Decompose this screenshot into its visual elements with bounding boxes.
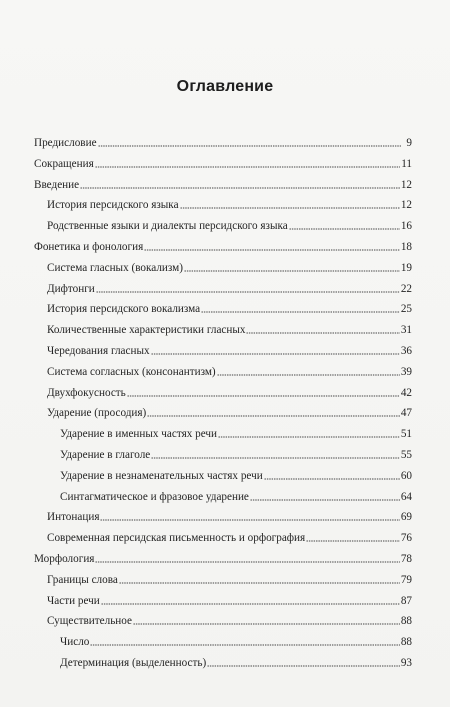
toc-page-number: 36 [400,345,412,357]
dot-leader [207,665,400,667]
toc-entry [34,239,412,253]
dot-leader [144,249,400,251]
toc-entry [47,343,412,357]
toc-page-number: 18 [400,241,412,253]
toc-entry [60,447,412,461]
toc-entry [34,156,412,170]
toc-entry-title: Существительное [47,615,132,628]
toc-entry-title: Ударение в незнаменательных частях речи [60,469,263,482]
toc-entry-title: Введение [34,178,80,191]
dot-leader [246,332,399,334]
toc-page-number: 47 [400,407,412,420]
toc-page-number: 25 [400,303,412,316]
dot-leader [218,436,400,438]
toc-entry [34,135,412,149]
toc-page-number: 42 [400,386,412,399]
toc-entry [47,593,412,607]
toc-entry [47,530,412,544]
toc-entry-title: История персидского вокализма [47,303,201,316]
toc-entry-title: Морфология [34,553,95,565]
dot-leader [127,395,400,397]
toc-page-number: 78 [400,553,412,565]
toc-entry-title: Ударение в именных частях речи [60,428,218,441]
dot-leader [151,457,400,459]
dot-leader [201,311,400,313]
dot-leader [98,145,401,147]
toc-entry-title: Двухфокусность [47,386,126,399]
dot-leader [180,207,400,209]
toc-page-number: 55 [400,449,412,461]
dot-leader [80,187,400,189]
toc-page-number: 76 [400,532,412,545]
toc-entry-title: Предисловие [34,137,97,149]
toc-entry [47,301,412,315]
dot-leader [147,415,400,417]
dot-leader [184,270,400,272]
toc-entry [47,385,412,399]
toc-page-number: 22 [400,282,412,295]
toc-entry-title: Синтагматическое и фразовое ударение [60,490,249,503]
toc-entry [47,322,412,336]
toc-entry [60,468,412,482]
toc-entry [47,613,412,627]
toc-entry-title: Части речи [47,594,100,607]
dot-leader [90,644,399,646]
toc-page-number: 31 [400,324,412,337]
toc-page-number: 69 [400,511,412,524]
toc-page-number: 19 [400,261,412,274]
toc-entry-title: Фонетика и фонология [34,241,144,253]
toc-entry-title: Ударение (просодия) [47,407,147,420]
toc-page-number: 16 [400,220,412,233]
toc-entry-title: Ударение в глаголе [60,449,151,461]
dot-leader [96,291,400,293]
toc-page-number: 87 [400,594,412,607]
page-title: Оглавление [176,78,274,95]
toc-page-number: 39 [400,365,412,378]
toc-entry-title: Интонация [47,511,100,524]
dot-leader [217,374,400,376]
dot-leader [100,519,399,521]
toc-entry [47,364,412,378]
toc-entry-title: Число [60,636,90,649]
dot-leader [95,166,400,168]
toc-entry-title: Родственные языки и диалекты персидского языка [47,220,288,233]
dot-leader [151,353,400,355]
toc-entry-title: Детерминация (выделенность) [60,657,207,669]
toc-entry [47,260,412,274]
toc-entry [47,405,412,419]
toc-page-number: 9 [406,137,412,149]
toc-entry [47,197,412,211]
toc-page-number: 12 [400,178,412,191]
toc-entry [34,177,412,191]
dot-leader [95,561,399,563]
toc-page-number: 88 [400,636,412,649]
toc-entry [34,551,412,565]
dot-leader [264,478,400,480]
toc-page-number: 51 [400,428,412,441]
toc-page-number: 12 [400,199,412,212]
toc-entry-title: Современная персидская письменность и орфография [47,532,306,545]
toc-entry-title: Дифтонги [47,282,95,295]
dot-leader [289,228,400,230]
toc-page-number: 88 [400,615,412,628]
toc-entry-title: Чередования гласных [47,345,150,357]
toc-entry-title: Границы слова [47,573,118,586]
toc-page-number: 79 [400,573,412,586]
dot-leader [119,582,400,584]
toc-entry-title: Сокращения [34,157,94,170]
toc-entry [60,655,412,669]
dot-leader [133,623,400,625]
toc-page-number: 60 [400,469,412,482]
toc-page-number: 11 [401,157,412,170]
toc-page-number: 64 [400,490,412,503]
toc-entry-title: Система гласных (вокализм) [47,261,183,274]
toc-entry [47,572,412,586]
toc-page-number: 93 [400,657,412,669]
dot-leader [250,499,400,501]
toc-entry-title: Количественные характеристики гласных [47,324,246,337]
toc-entry [60,489,412,503]
dot-leader [306,540,400,542]
toc-entry [47,509,412,523]
toc-entry [47,281,412,295]
dot-leader [101,603,400,605]
toc-entry [60,426,412,440]
toc-entry [47,218,412,232]
toc-entry [60,634,412,648]
toc-entry-title: История персидского языка [47,199,179,212]
toc-entry-title: Система согласных (консонантизм) [47,365,216,378]
